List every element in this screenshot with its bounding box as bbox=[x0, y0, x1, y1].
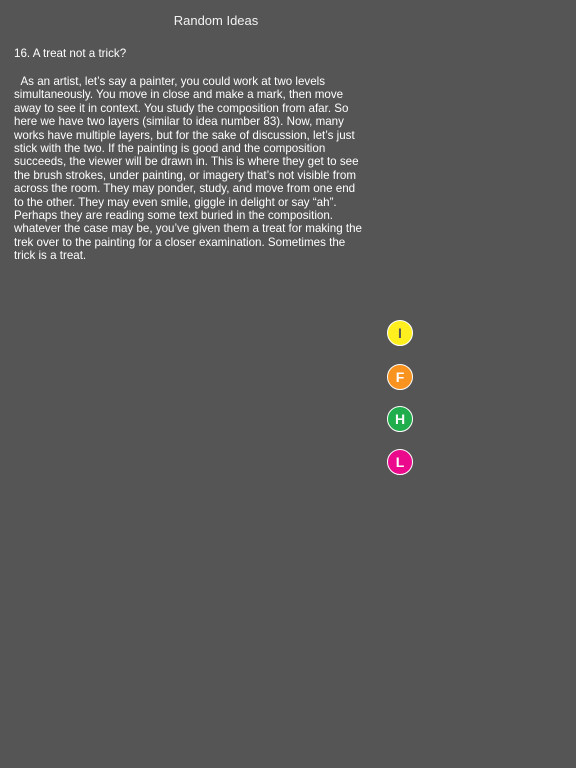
idea-body: As an artist, let’s say a painter, you could work at two levels simultaneously. You move in close and make a mark, then move away to see it in context. You study the composition from afar. So here we have two layers (similar to idea number 83). Now, many works have multiple layers, but for the sake of discussion, let’s just stick with the two. If the painting is good and the composition succeeds, the viewer will be drawn in. This is where they get to see the brush strokes, under painting, or imagery that’s not visible from across the room. They may ponder, study, and move from one end to the other. They may even smile, giggle in delight or say “ah”. Perhaps they are reading some text buried in the composition. whatever the case may be, you’ve given them a treat for making the trek over to the painting for a closer examination. Sometimes the trick is a treat. bbox=[14, 75, 366, 263]
category-l-button[interactable]: L bbox=[387, 449, 413, 475]
idea-title: 16. A treat not a trick? bbox=[14, 47, 127, 60]
page-title: Random Ideas bbox=[173, 13, 259, 28]
category-h-button[interactable]: H bbox=[387, 406, 413, 432]
category-f-button[interactable]: F bbox=[387, 364, 413, 390]
category-i-button[interactable]: I bbox=[387, 320, 413, 346]
idea-content bbox=[14, 47, 366, 263]
